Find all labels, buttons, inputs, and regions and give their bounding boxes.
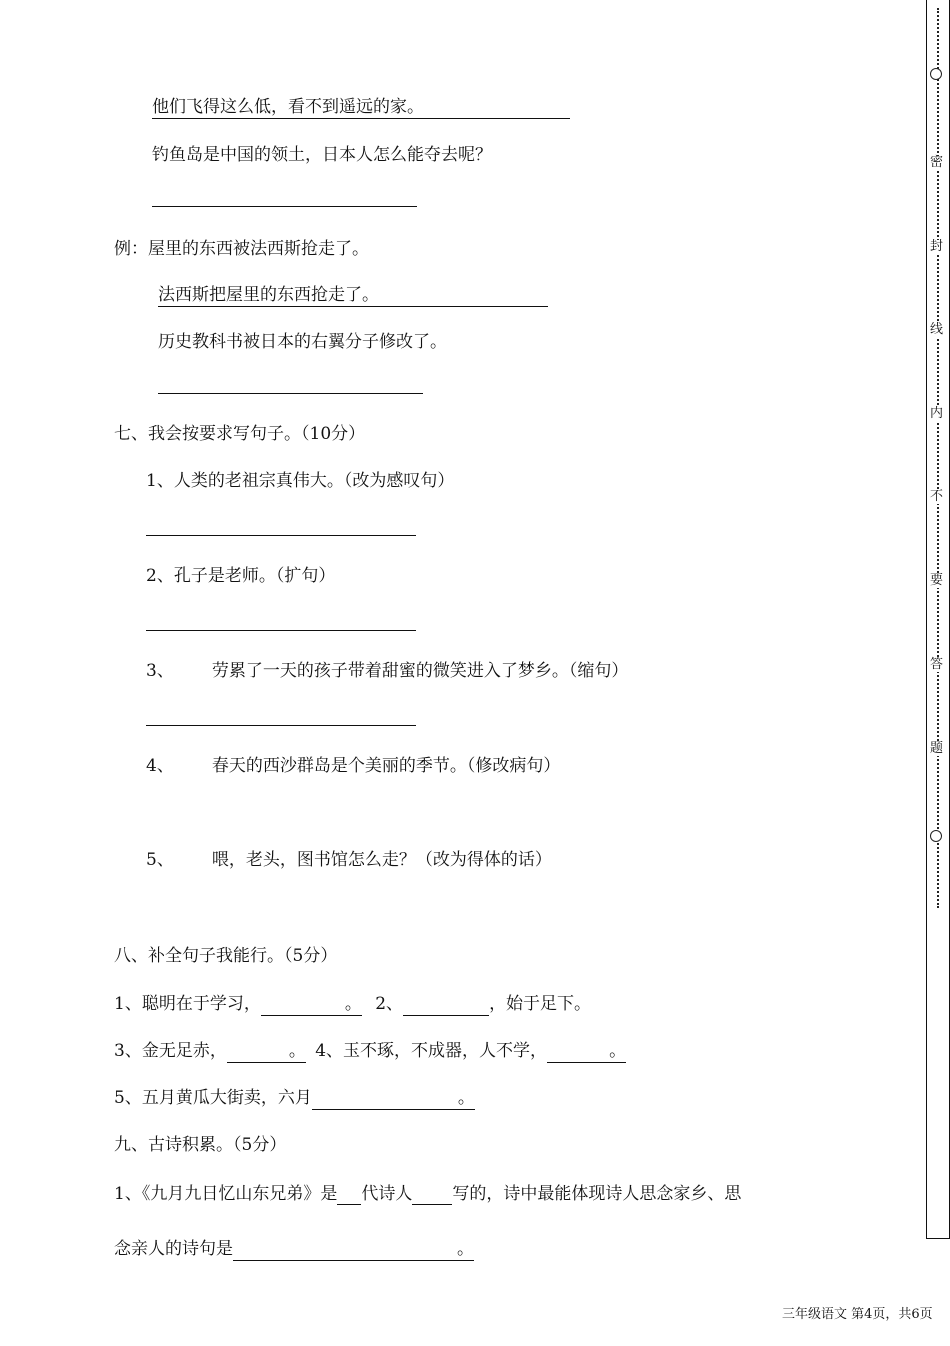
- fill-text: 念亲人的诗句是: [114, 1239, 233, 1259]
- example-label: 例：: [114, 239, 148, 259]
- fill-blank[interactable]: [337, 1186, 361, 1205]
- question-text: 历史教科书被日本的右翼分子修改了。: [158, 332, 447, 352]
- fill-text: ，始于足下。: [489, 994, 592, 1014]
- answer-blank[interactable]: [146, 535, 416, 536]
- question-text: 钓鱼岛是中国的领土，日本人怎么能夺去呢？: [152, 145, 492, 165]
- fill-blank[interactable]: [412, 1186, 452, 1205]
- fill-text: 。: [344, 994, 362, 1014]
- section-title: 九、古诗积累。（5分）: [114, 1135, 287, 1155]
- list-item: [146, 755, 560, 777]
- fill-blank[interactable]: [233, 1242, 457, 1261]
- list-item: [146, 565, 335, 587]
- item-text: 喂，老头，图书馆怎么走？（改为得体的话）: [211, 850, 552, 870]
- fill-blank[interactable]: [261, 997, 345, 1016]
- item-text: 劳累了一天的孩子带着甜蜜的微笑进入了梦乡。（缩句）: [211, 661, 629, 681]
- binding-strip: [926, 0, 950, 1239]
- fill-blank[interactable]: [403, 997, 489, 1016]
- item-text: 春天的西沙群岛是个美丽的季节。（修改病句）: [211, 756, 561, 776]
- item-number: 5、: [146, 850, 174, 870]
- dotted-line: [937, 8, 939, 908]
- example-answer: 法西斯把屋里的东西抢走了。: [158, 284, 548, 307]
- binding-char: 不: [930, 489, 944, 504]
- binding-char: 密: [930, 155, 944, 170]
- poem-question: [114, 1183, 741, 1205]
- list-item: [146, 849, 552, 871]
- binding-char: 题: [930, 741, 944, 756]
- fill-text: 2、: [375, 994, 404, 1014]
- fill-blank[interactable]: [227, 1044, 289, 1063]
- fill-text: 代诗人: [361, 1184, 413, 1204]
- fill-blank[interactable]: [547, 1044, 609, 1063]
- fill-text: 写的，诗中最能体现诗人思念家乡、思: [452, 1184, 742, 1204]
- section-title: 七、我会按要求写句子。（10分）: [114, 424, 366, 444]
- example-answer-line: [158, 284, 548, 307]
- answer-blank[interactable]: [146, 725, 416, 726]
- example-text: 屋里的东西被法西斯抢走了。: [148, 239, 369, 259]
- fill-text: 5、五月黄瓜大街卖，六月: [114, 1088, 312, 1108]
- fill-text: 。: [609, 1041, 627, 1061]
- example-row: [114, 238, 369, 260]
- fill-text: 1、聪明在于学习，: [114, 994, 261, 1014]
- section-title: 八、补全句子我能行。（5分）: [114, 946, 338, 966]
- item-text: 人类的老祖宗真伟大。（改为感叹句）: [173, 471, 455, 491]
- binding-char: 线: [930, 322, 944, 337]
- list-item: [146, 470, 454, 492]
- binding-circle: [930, 830, 942, 842]
- fill-row: [114, 1040, 626, 1063]
- binding-char: 内: [930, 406, 944, 421]
- fill-blank[interactable]: [312, 1091, 458, 1110]
- item-number: 1、: [146, 471, 174, 491]
- list-item: [146, 660, 628, 682]
- item-number: 2、: [146, 566, 174, 586]
- answer-blank[interactable]: [158, 393, 423, 394]
- binding-char: 封: [930, 239, 944, 254]
- page-footer: 三年级语文 第4页，共6页: [782, 1307, 933, 1322]
- poem-question-cont: [114, 1238, 474, 1261]
- example-answer-line: [152, 96, 570, 119]
- binding-char: 答: [930, 657, 944, 672]
- fill-text: 4、玉不琢，不成器，人不学，: [315, 1041, 548, 1061]
- fill-text: 。: [457, 1239, 474, 1259]
- fill-text: 3、金无足赤，: [114, 1041, 227, 1061]
- item-text: 孔子是老师。（扩句）: [173, 566, 336, 586]
- answer-blank[interactable]: [146, 630, 416, 631]
- example-answer-text: 他们飞得这么低，看不到遥远的家。: [152, 96, 570, 119]
- answer-blank[interactable]: [152, 206, 417, 207]
- item-number: 3、: [146, 661, 174, 681]
- binding-circle: [930, 68, 942, 80]
- fill-text: 1、《九月九日忆山东兄弟》是: [114, 1184, 338, 1204]
- fill-text: 。: [288, 1041, 306, 1061]
- fill-row: [114, 1087, 475, 1110]
- fill-row: [114, 993, 591, 1016]
- binding-char: 要: [930, 573, 944, 588]
- item-number: 4、: [146, 756, 174, 776]
- fill-text: 。: [457, 1088, 475, 1108]
